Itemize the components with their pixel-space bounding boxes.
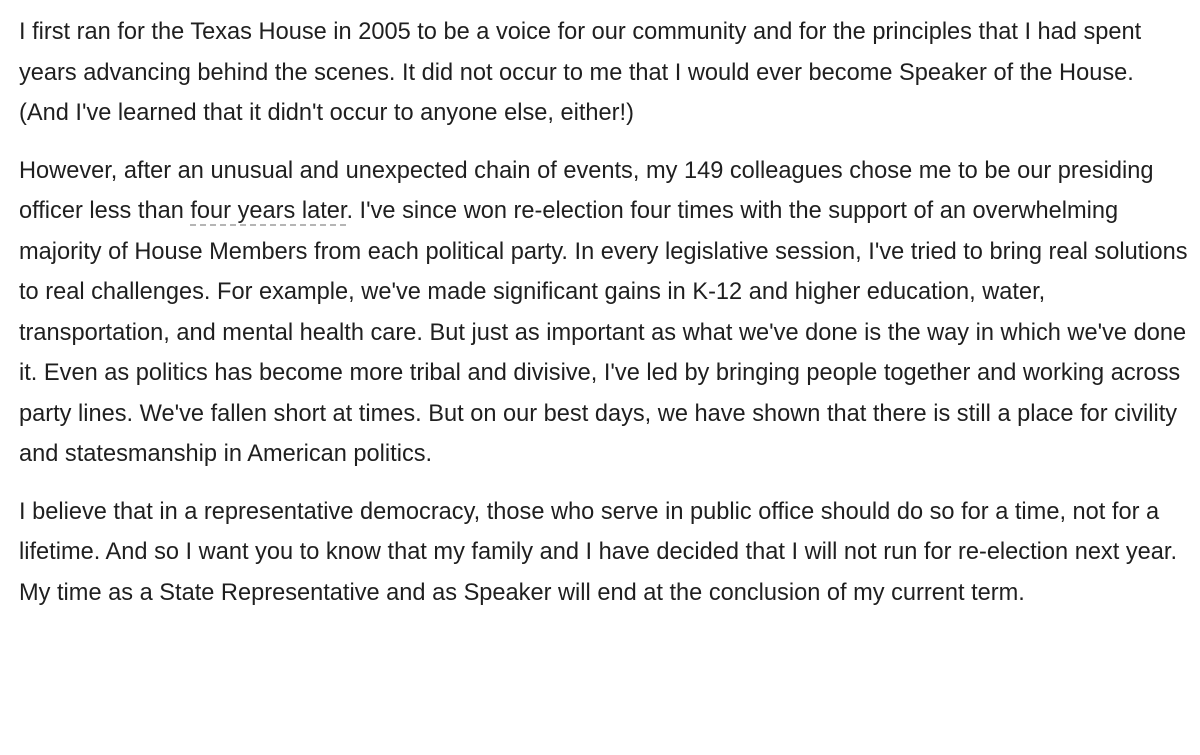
paragraph-first-ran-text: I first ran for the Texas House in 2005 to be a voice for our community and for the principles that I had spent years advancing behind the scenes. It did not occur to me that I would ever become Speaker of the House. (And I've learned that it didn't occur to anyone else, either!) [19, 19, 1142, 126]
four-years-later-link[interactable]: four years later [190, 198, 347, 224]
paragraph-chain-of-events-text-before: However, after an unusual and unexpected chain of events, my 149 colleagues chose me to be our presiding officer less than [19, 157, 1154, 224]
paragraph-first-ran [19, 12, 1189, 134]
paragraph-chain-of-events [19, 151, 1189, 475]
paragraph-chain-of-events-text-after: . I've since won re-election four times with the support of an overwhelming majority of House Members from each political party. In every legislative session, I've tried to bring real solutions to real challenges. For example, we've made significant gains in K-12 and higher education, water, transportation, and mental health care. But just as important as what we've done is the way in which we've done it. Even as politics has become more tribal and divisive, I've led by bringing people together and working across party lines. We've fallen short at times. But on our best days, we have shown that there is still a place for civility and statesmanship in American politics. [19, 198, 1188, 467]
paragraph-not-run-text: I believe that in a representative democracy, those who serve in public office should do so for a time, not for a lifetime. And so I want you to know that my family and I have decided that I will not run for re-election next year. My time as a State Representative and as Speaker will end at the conclusion of my current term. [19, 498, 1177, 606]
letter-body [19, 12, 1189, 613]
paragraph-not-run [19, 492, 1189, 614]
